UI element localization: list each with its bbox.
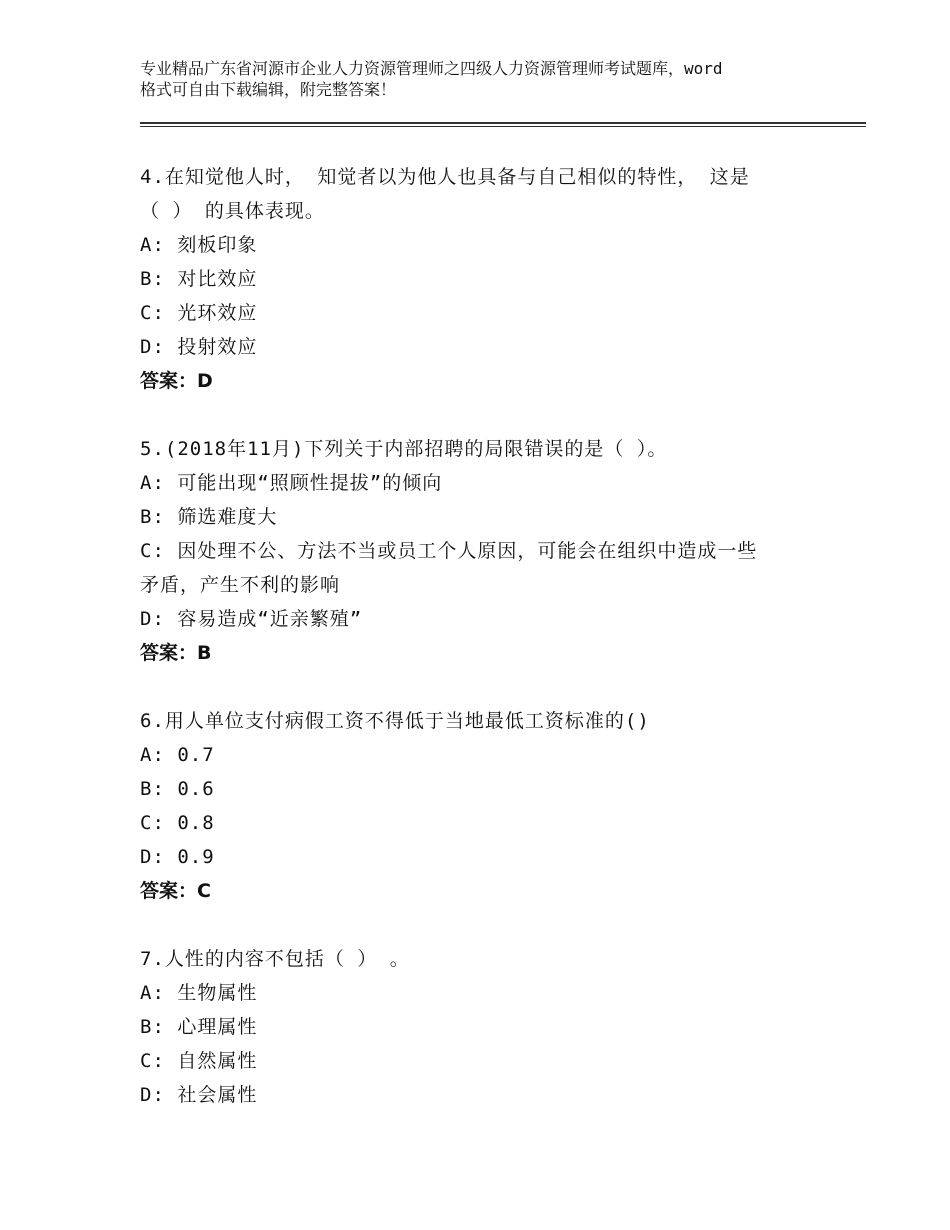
answer-label: 答案：C bbox=[140, 880, 211, 902]
header-title-line-2: 格式可自由下载编辑，附完整答案！ bbox=[140, 80, 397, 99]
question-stem: 4.在知觉他人时， 知觉者以为他人也具备与自己相似的特性， 这是 bbox=[140, 166, 750, 188]
answer-label: 答案：B bbox=[140, 642, 212, 664]
header-title-line-1: 专业精品广东省河源市企业人力资源管理师之四级人力资源管理师考试题库，word bbox=[140, 59, 723, 78]
option-c: C: 自然属性 bbox=[140, 1050, 258, 1072]
option-d: D: 社会属性 bbox=[140, 1084, 258, 1106]
question-7 bbox=[140, 942, 840, 1112]
header-divider-thin bbox=[140, 126, 866, 127]
option-b: B: 0.6 bbox=[140, 778, 215, 800]
option-a: A: 可能出现“照顾性提拔”的倾向 bbox=[140, 472, 443, 494]
spacer bbox=[140, 908, 840, 942]
question-stem: 7.人性的内容不包括（ ） 。 bbox=[140, 948, 410, 970]
question-4 bbox=[140, 160, 840, 398]
option-a: A: 刻板印象 bbox=[140, 234, 258, 256]
option-b: B: 心理属性 bbox=[140, 1016, 258, 1038]
option-a: A: 生物属性 bbox=[140, 982, 258, 1004]
option-c: C: 0.8 bbox=[140, 812, 215, 834]
question-stem: 5.(2018年11月)下列关于内部招聘的局限错误的是（ ）。 bbox=[140, 438, 668, 460]
question-6 bbox=[140, 704, 840, 908]
spacer bbox=[140, 398, 840, 432]
document-header bbox=[140, 58, 840, 100]
option-c-continued: 矛盾，产生不利的影响 bbox=[140, 574, 341, 596]
question-stem: 6.用人单位支付病假工资不得低于当地最低工资标准的() bbox=[140, 710, 650, 732]
option-a: A: 0.7 bbox=[140, 744, 215, 766]
option-c: C: 光环效应 bbox=[140, 302, 258, 324]
option-d: D: 容易造成“近亲繁殖” bbox=[140, 608, 363, 630]
option-c: C: 因处理不公、方法不当或员工个人原因，可能会在组织中造成一些 bbox=[140, 540, 758, 562]
answer-label: 答案：D bbox=[140, 370, 213, 392]
option-d: D: 投射效应 bbox=[140, 336, 258, 358]
question-list bbox=[140, 160, 840, 1112]
option-b: B: 筛选难度大 bbox=[140, 506, 278, 528]
question-5 bbox=[140, 432, 840, 670]
option-d: D: 0.9 bbox=[140, 846, 215, 868]
header-divider-thick bbox=[140, 122, 866, 124]
spacer bbox=[140, 670, 840, 704]
question-stem: （ ） 的具体表现。 bbox=[140, 200, 325, 222]
option-b: B: 对比效应 bbox=[140, 268, 258, 290]
